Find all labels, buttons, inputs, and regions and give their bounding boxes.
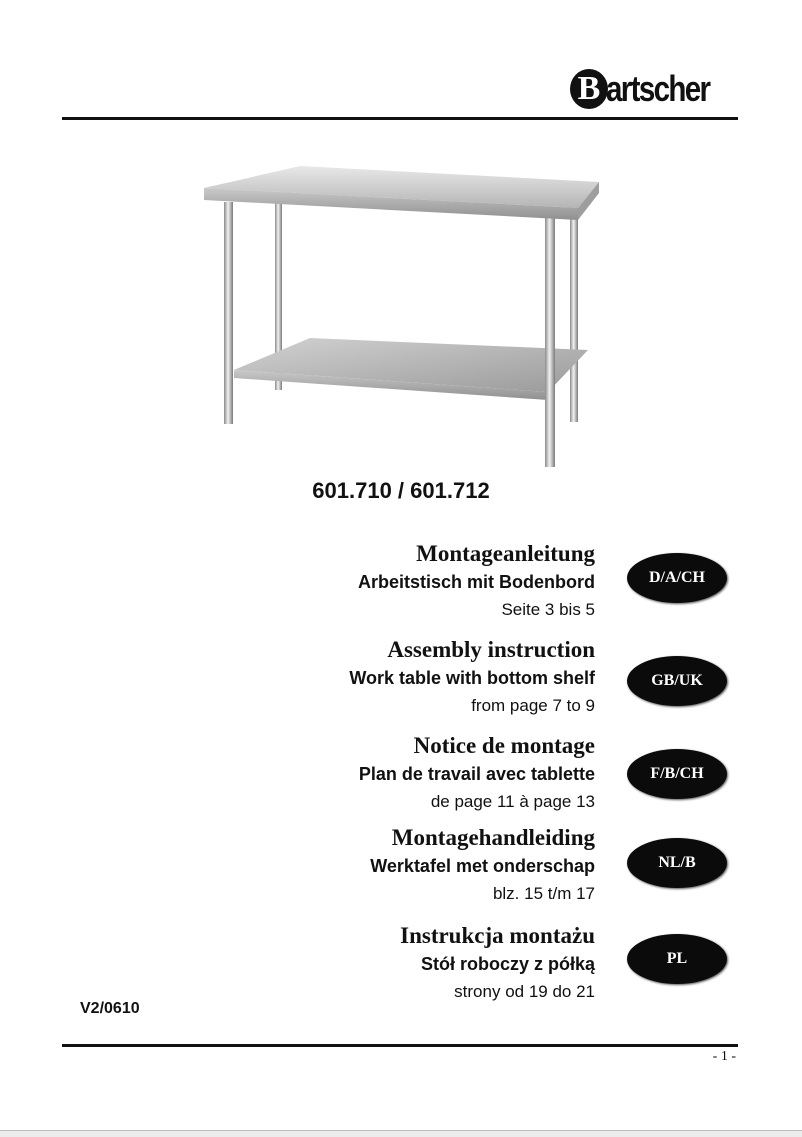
language-badge-gb: GB/UK	[627, 656, 727, 706]
section-pages: de page 11 à page 13	[430, 792, 595, 811]
section-polish	[400, 922, 595, 1006]
section-title: Notice de montage	[413, 733, 595, 758]
footer-rule	[62, 1044, 738, 1047]
work-table-illustration	[190, 160, 620, 475]
section-title: Montagehandleiding	[391, 825, 595, 850]
logo-initial: B	[570, 69, 608, 109]
section-title: Assembly instruction	[387, 637, 595, 662]
logo-text: artscher	[605, 68, 710, 109]
section-subtitle: Stół roboczy z półką	[420, 954, 595, 974]
section-title: Montageanleitung	[416, 541, 595, 566]
section-subtitle: Arbeitstisch mit Bodenbord	[357, 572, 595, 592]
section-title: Instrukcja montażu	[400, 923, 595, 948]
section-pages: strony od 19 do 21	[454, 982, 595, 1001]
version-code: V2/0610	[80, 1000, 140, 1017]
model-numbers: 601.710 / 601.712	[312, 478, 490, 503]
language-badge-pl: PL	[627, 934, 727, 984]
section-german	[358, 540, 595, 624]
language-badge-de: D/A/CH	[627, 553, 727, 603]
header-rule	[62, 117, 738, 120]
bartscher-logo	[570, 66, 732, 112]
section-english	[349, 636, 595, 720]
section-subtitle: Werktafel met onderschap	[370, 856, 595, 876]
section-pages: from page 7 to 9	[471, 696, 595, 715]
section-french	[359, 732, 595, 816]
section-pages: blz. 15 t/m 17	[492, 884, 595, 903]
section-dutch	[370, 824, 595, 908]
section-subtitle: Plan de travail avec tablette	[358, 764, 595, 784]
language-badge-nl: NL/B	[627, 838, 727, 888]
section-subtitle: Work table with bottom shelf	[349, 668, 595, 688]
language-badge-fr: F/B/CH	[627, 749, 727, 799]
page-number: - 1 -	[712, 1049, 736, 1064]
section-pages: Seite 3 bis 5	[501, 600, 595, 619]
